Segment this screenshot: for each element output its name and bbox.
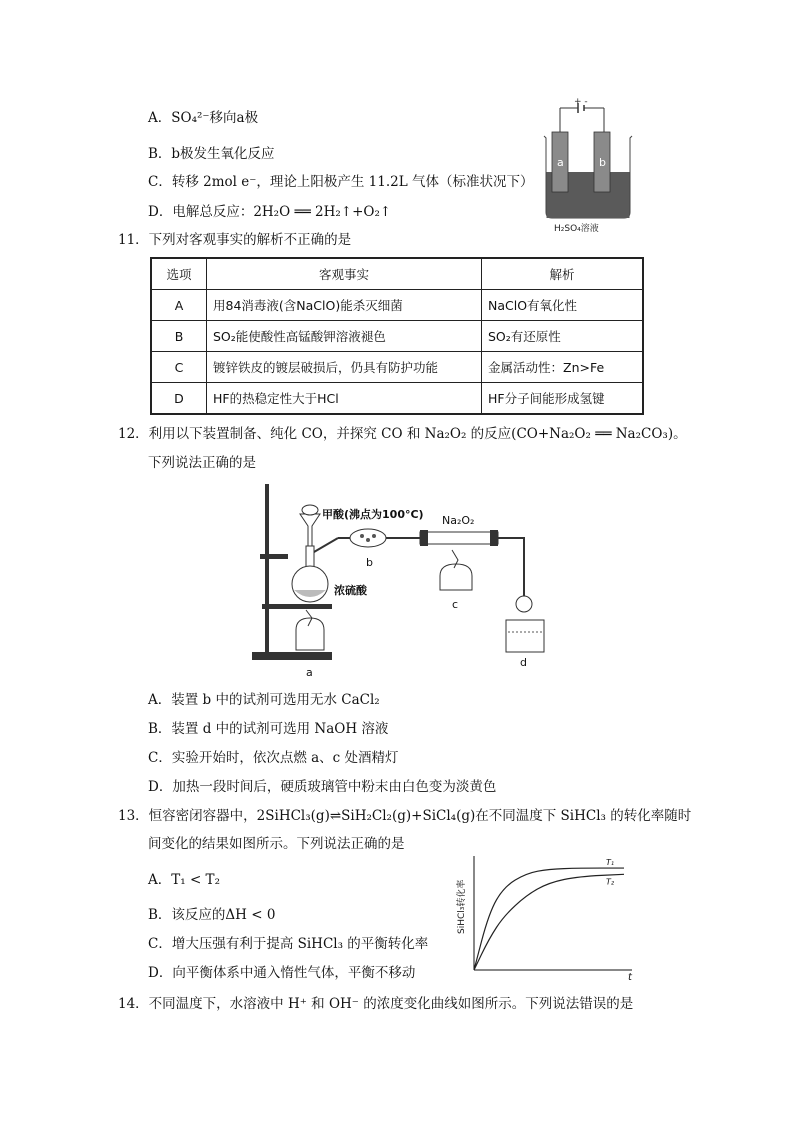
row-b-option: B [151, 321, 207, 352]
q11-stem: 11．下列对客观事实的解析不正确的是 [118, 232, 352, 248]
electrode-a-label: a [557, 156, 564, 169]
row-a-fact: 用84消毒液(含NaClO)能杀灭细菌 [207, 290, 482, 321]
power-label: + - [574, 97, 588, 107]
q13-stem-line1: 13．恒容密闭容器中，2SiHCl₃(g)⇌SiH₂Cl₂(g)+SiCl₄(g)在不同温度下 SiHCl₃ 的转化率随时 [118, 808, 692, 824]
label-b: b [366, 556, 373, 569]
apparatus-figure [250, 480, 560, 680]
q13-option-d: D．向平衡体系中通入惰性气体，平衡不移动 [148, 965, 416, 981]
row-d-fact: HF的热稳定性大于HCl [207, 383, 482, 415]
header-fact: 客观事实 [207, 258, 482, 290]
q11-table [150, 257, 644, 415]
row-b-fact: SO₂能使酸性高锰酸钾溶液褪色 [207, 321, 482, 352]
q10-option-b: B．b极发生氧化反应 [148, 146, 275, 162]
electrode-b-label: b [599, 156, 606, 169]
stand-base [252, 652, 332, 660]
beaker-d [506, 620, 544, 652]
q12-stem-line2: 下列说法正确的是 [148, 455, 256, 471]
row-d-analysis: HF分子间能形成氢键 [482, 383, 644, 415]
q10-option-a: A．SO₄²⁻移向a极 [148, 110, 259, 126]
conc-h2so4-label: 浓硫酸 [334, 584, 367, 597]
q13-option-b: B．该反应的ΔH < 0 [148, 907, 276, 923]
row-a-option: A [151, 290, 207, 321]
solution-label: H₂SO₄溶液 [554, 224, 599, 234]
conversion-rate-chart [452, 852, 638, 982]
chart-ylabel: SiHCl₃转化率 [457, 879, 467, 934]
na2o2-label: Na₂O₂ [442, 514, 475, 527]
q14-stem: 14．不同温度下，水溶液中 H⁺ 和 OH⁻ 的浓度变化曲线如图所示。下列说法错误的是 [118, 996, 634, 1012]
row-c-fact: 镀锌铁皮的镀层破损后，仍具有防护功能 [207, 352, 482, 383]
bulb-d [516, 596, 532, 612]
row-c-analysis: 金属活动性：Zn>Fe [482, 352, 644, 383]
row-d-option: D [151, 383, 207, 415]
series-label-t2: T₂ [606, 877, 615, 887]
table-row [151, 352, 643, 383]
chart-xlabel: t [628, 972, 632, 982]
stand-ring [262, 604, 332, 609]
separatory-funnel [300, 514, 320, 546]
table-header-row [151, 258, 643, 290]
row-b-analysis: SO₂有还原性 [482, 321, 644, 352]
q13-stem-line2: 间变化的结果如图所示。下列说法正确的是 [148, 836, 405, 852]
glass-tube-c [420, 532, 498, 544]
q12-option-c: C．实验开始时，依次点燃 a、c 处酒精灯 [148, 750, 399, 766]
table-row [151, 321, 643, 352]
table-row [151, 290, 643, 321]
q12-option-d: D．加热一段时间后，硬质玻璃管中粉末由白色变为淡黄色 [148, 779, 497, 795]
q10-option-d: D．电解总反应：2H₂O ══ 2H₂↑+O₂↑ [148, 204, 392, 220]
header-analysis: 解析 [482, 258, 644, 290]
table-row [151, 383, 643, 415]
formic-acid-label: 甲酸(沸点为100°C) [322, 508, 424, 521]
q12-stem-line1: 12．利用以下装置制备、纯化 CO，并探究 CO 和 Na₂O₂ 的反应(CO+Na₂O₂ ══ Na₂CO₃)。 [118, 426, 687, 442]
series-line-t2 [474, 874, 624, 970]
row-c-option: C [151, 352, 207, 383]
row-a-analysis: NaClO有氧化性 [482, 290, 644, 321]
label-a: a [306, 666, 313, 679]
electrolysis-cell-figure [538, 94, 638, 236]
label-d: d [520, 656, 527, 669]
stand-clamp-1 [260, 554, 288, 559]
q13-option-c: C．增大压强有利于提高 SiHCl₃ 的平衡转化率 [148, 936, 429, 952]
q13-option-a: A．T₁ < T₂ [148, 872, 220, 888]
series-label-t1: T₁ [606, 858, 615, 868]
q12-option-b: B．装置 d 中的试剂可选用 NaOH 溶液 [148, 721, 389, 737]
burner-c [440, 564, 472, 590]
header-option: 选项 [151, 258, 207, 290]
stand-rod [265, 484, 269, 654]
label-c: c [452, 598, 459, 611]
q12-option-a: A．装置 b 中的试剂可选用无水 CaCl₂ [148, 692, 380, 708]
q10-option-c: C．转移 2mol e⁻，理论上阳极产生 11.2L 气体（标准状况下） [148, 174, 534, 190]
